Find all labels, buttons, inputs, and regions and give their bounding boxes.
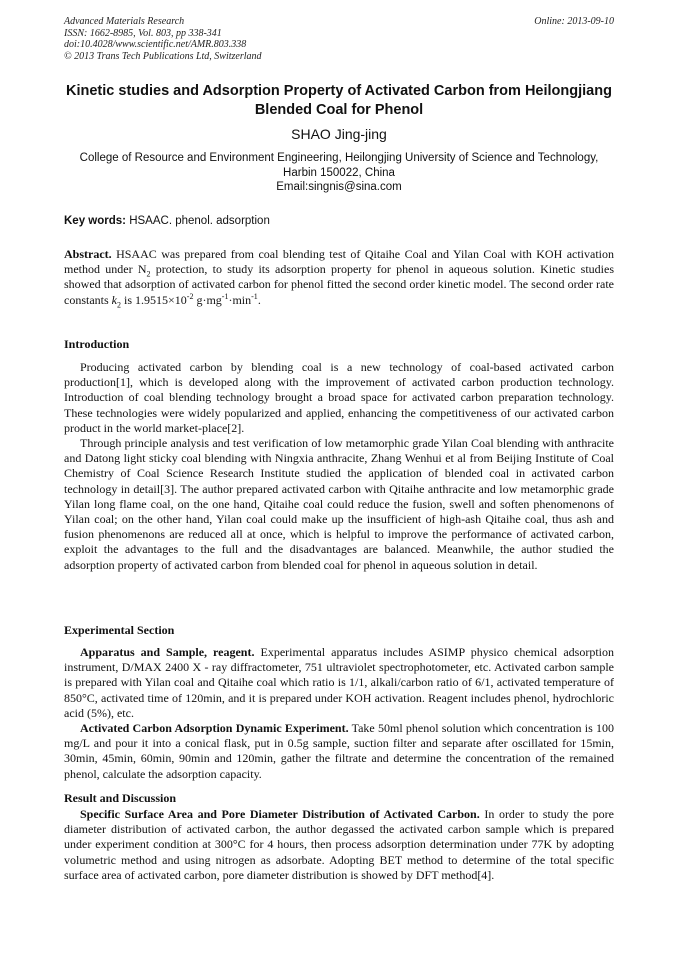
copyright-line: © 2013 Trans Tech Publications Ltd, Switzerland xyxy=(64,50,262,62)
introduction-paragraph-2: Through principle analysis and test verification of low metamorphic grade Yilan Coal blending with anthracite and Datong light sticky coal blending with Ningxia anthracite, Zhang Wenhui et al from Beijing Institute of Coal Chemistry of Coal Science Research Institute studied the application of blended coal in activated carbon technology in detail[3]. The author prepared activated carbon with Qitaihe anthracite and low metamorphic grade Yilan long flame coal, on the one hand, Qitaihe coal could reduce the fusion, swell and soften phenomenons of Yilan coal; on the other hand, Yilan coal could make up the insufficient of high-ash Qitaihe coal, thus ash and fusion phenomenons are reduced all at once, which is helpful to improve the performance of activated carbon, exploit the advantages to the full and the disadvantages are balanced. Meanwhile, the author studied the adsorption property of activated carbon from blended coal for phenol in aqueous solution in detail. xyxy=(64,436,614,572)
abstract-label: Abstract. xyxy=(64,247,112,261)
keywords-label: Key words: xyxy=(64,215,126,227)
introduction-heading: Introduction xyxy=(64,337,130,351)
affiliation xyxy=(72,151,606,195)
apparatus-paragraph: Apparatus and Sample, reagent. Experimental apparatus includes ASIMP physico chemical adsorption instrument, D/MAX 2400 X - ray diffractometer, 751 ultraviolet spectrophotometer, etc. Activated carbon sample is prepared with Yilan coal and Qitaihe coal which ratio is 1/1, alkali/carbon ratio of 6/1, activated temperature of 850°C, activated time of 120min, and it is prepared under KOH activation. Reagent includes phenol, hydrochloric acid (5%), etc. xyxy=(64,645,614,720)
surface-area-label: Specific Surface Area and Pore Diameter Distribution of Activated Carbon. xyxy=(80,807,480,821)
abstract-paragraph: Abstract. HSAAC was prepared from coal blending test of Qitaihe Coal and Yilan Coal with KOH activation method under $N_2$ protection, to study its adsorption property for phenol in aqueous solution. Kinetic studies showed that adsorption of activated carbon for phenol fitted the second order kinetic model. The second order rate constants $k_2$ is $1.9515\times 10^{-2}$ $g\cdot mg^{-1}\cdot\min^{-1}$. xyxy=(64,247,615,309)
author-name: SHAO Jing-jing xyxy=(291,126,387,142)
introduction-paragraph-1: Producing activated carbon by blending coal is a new technology of coal-based activated carbon production[1], which is developed along with the improvement of activated carbon production technology. Introduction of coal blending technology brought a broad space for activated carbon preparation technology. These technologies were widely popularized and applied, enhancing the competitiveness of our activated carbon product in the world market-place[2]. xyxy=(64,360,614,435)
experimental-body xyxy=(64,645,614,782)
doi-line: doi:10.4028/www.scientific.net/AMR.803.338 xyxy=(64,39,247,50)
email-text: Email:singnis@sina.com xyxy=(276,181,402,193)
issn-line: ISSN: 1662-8985, Vol. 803, pp 338-341 xyxy=(64,27,222,39)
online-date: Online: 2013-09-10 xyxy=(534,16,614,27)
introduction-body xyxy=(64,360,614,573)
paper-title: Kinetic studies and Adsorption Property of Activated Carbon from Heilongjiang Blended Coal for Phenol xyxy=(66,83,612,118)
dynamic-experiment-label: Activated Carbon Adsorption Dynamic Experiment. xyxy=(80,721,349,736)
dynamic-experiment-paragraph: Activated Carbon Adsorption Dynamic Experiment. Take 50ml phenol solution which concentration is 100 mg/L and pour it into a conical flask, put in 0.5g sample, suction filter and separate after oscillated for 15min, 30min, 45min, 60min, 90min and 120min, gather the filtrate and determine the concentration of the remained phenol, calculate the adsorption capacity. xyxy=(64,721,614,781)
surface-area-paragraph: Specific Surface Area and Pore Diameter Distribution of Activated Carbon. In order to study the pore diameter distribution of activated carbon, the author degassed the activated carbon sample which is prepared under experiment condition at 300°C for 4 hours, then process adsorption determination under 77K by adopting volumetric method and using nitrogen as adsorbate. Adopting BET method to determine of the total specific surface area of activated carbon, pore diameter distribution is showed by DFT method[4]. xyxy=(64,807,614,882)
affiliation-text: College of Resource and Environment Engineering, Heilongjing University of Science and Technology, Harbin 150022, China xyxy=(79,152,599,179)
experimental-heading: Experimental Section xyxy=(64,623,175,637)
apparatus-label: Apparatus and Sample, reagent. xyxy=(80,645,255,659)
results-body xyxy=(64,807,614,883)
abstract xyxy=(64,247,614,308)
journal-header xyxy=(64,16,262,62)
keywords-text: HSAAC. phenol. adsorption xyxy=(129,215,270,227)
keywords xyxy=(64,215,614,227)
journal-name: Advanced Materials Research xyxy=(64,16,185,27)
results-heading: Result and Discussion xyxy=(64,791,177,805)
